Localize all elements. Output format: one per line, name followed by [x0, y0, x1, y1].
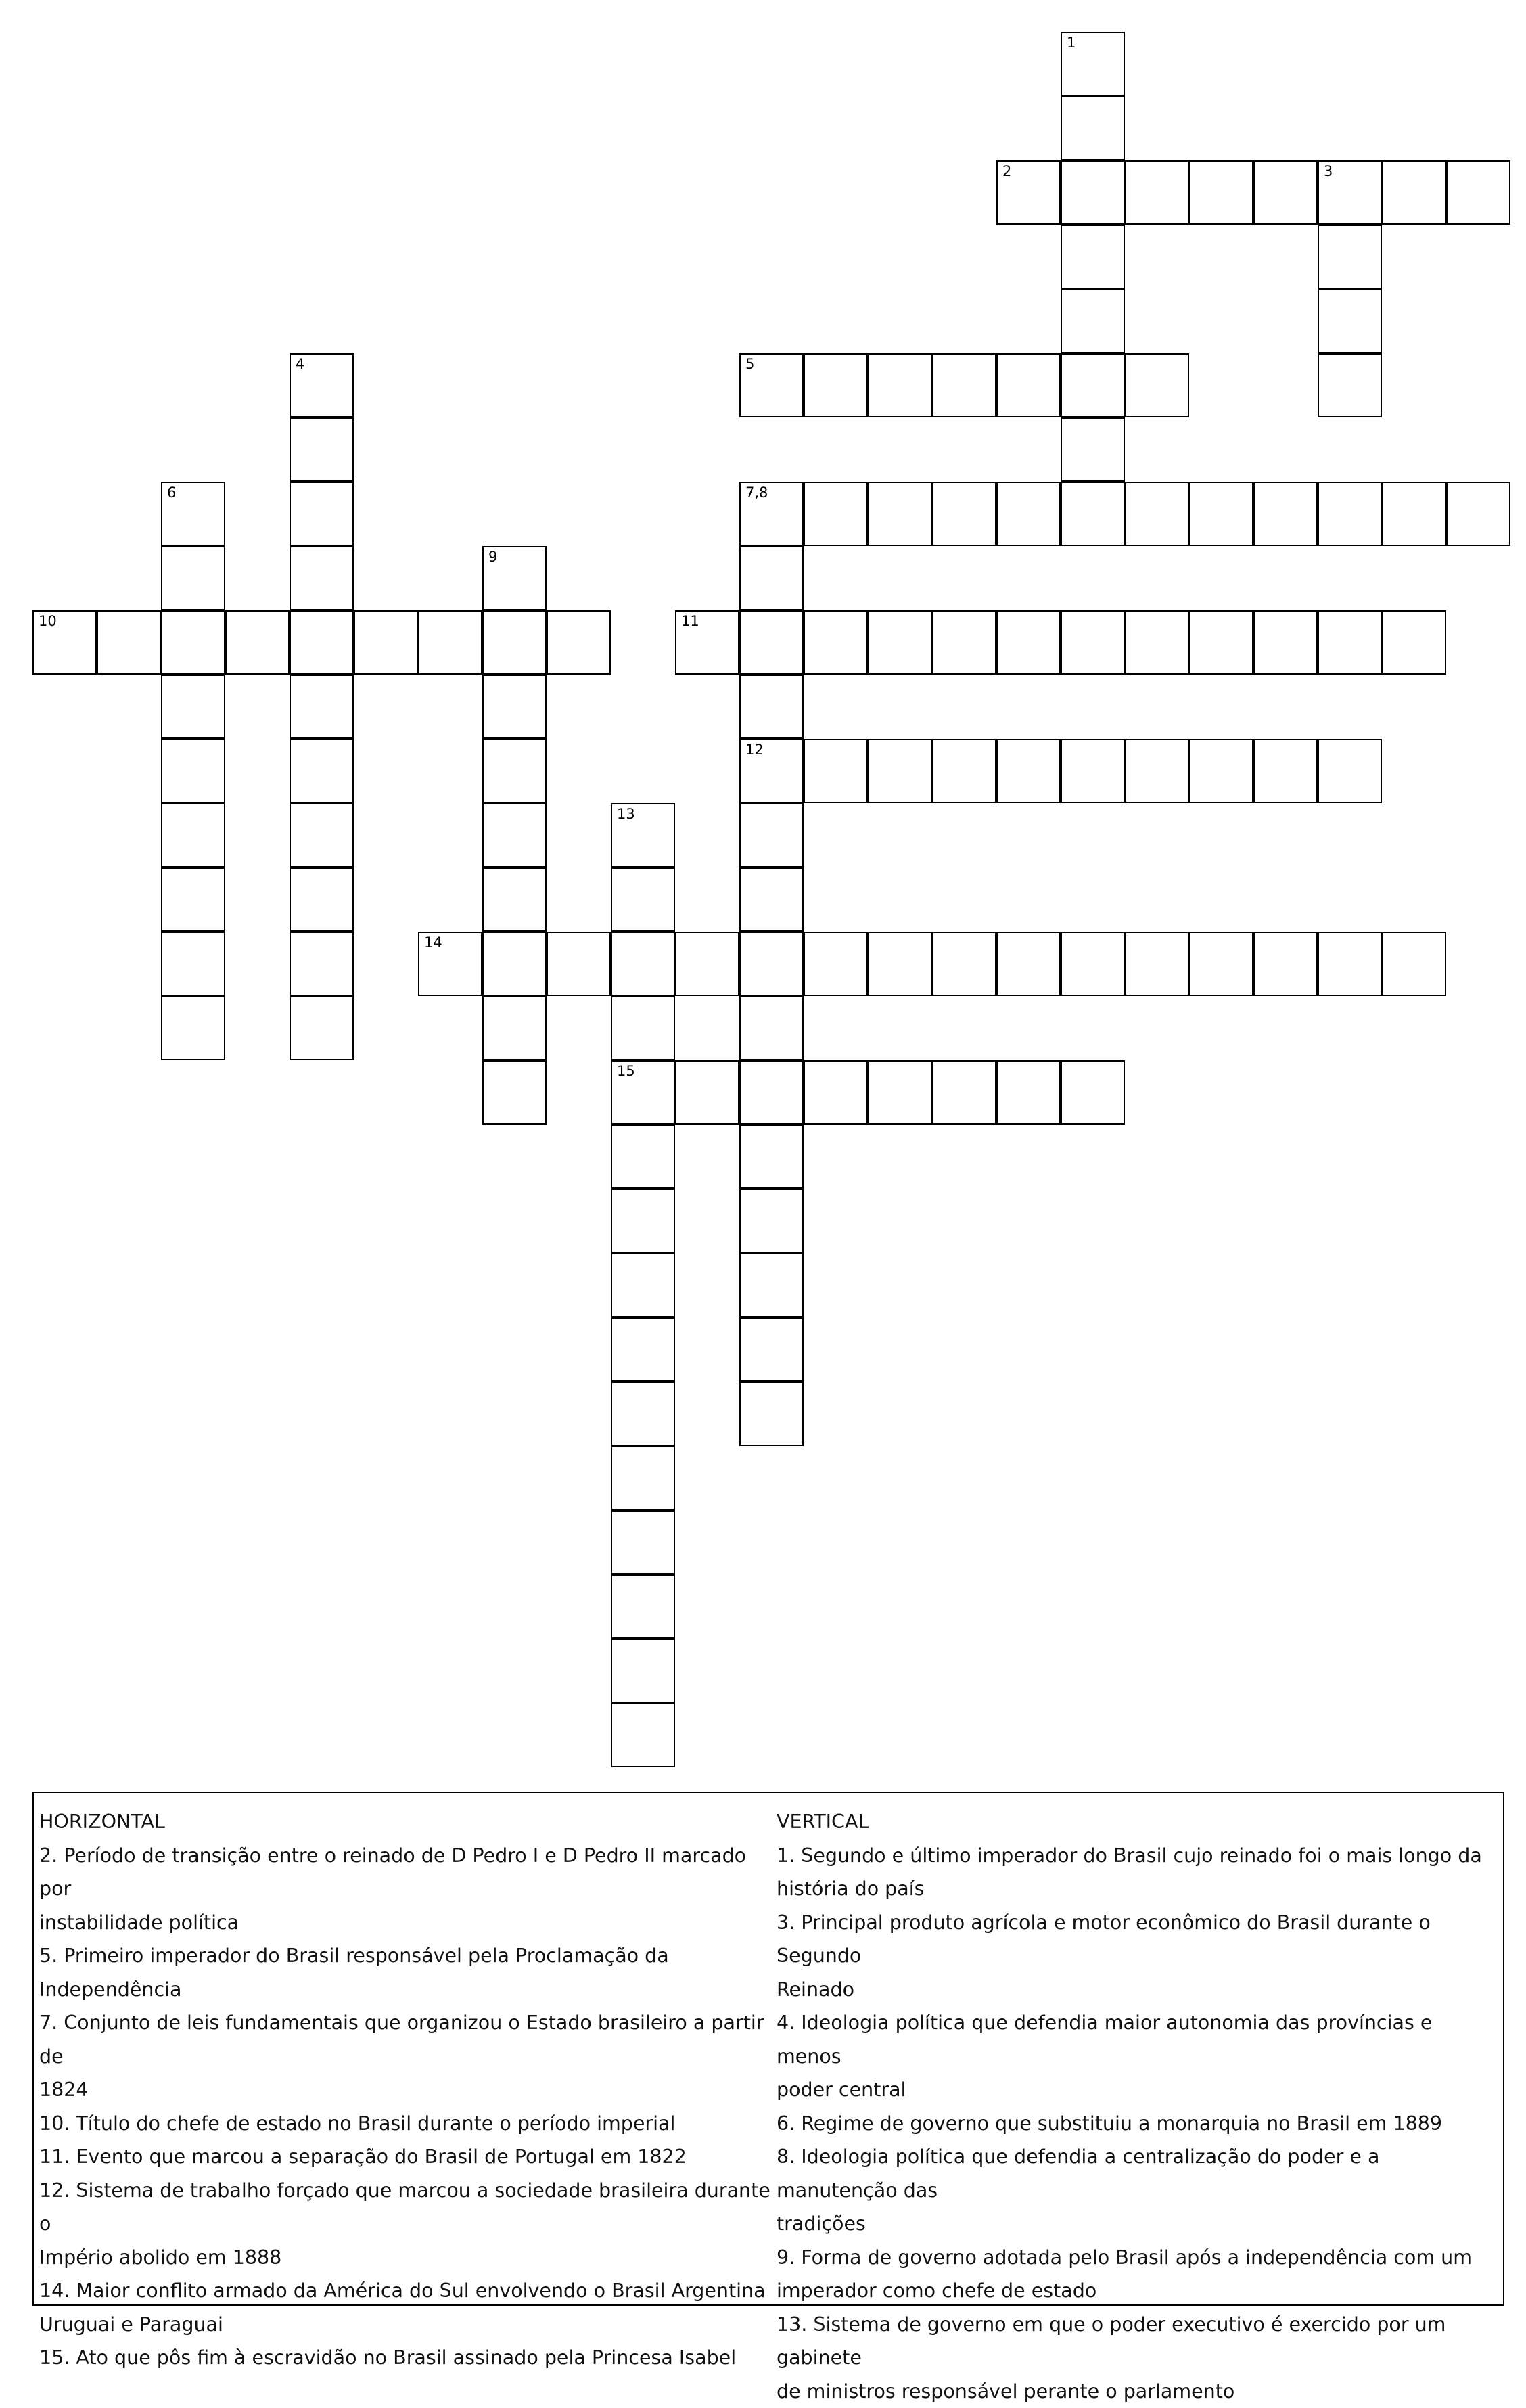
- grid-cell[interactable]: [804, 353, 868, 417]
- grid-cell[interactable]: [482, 546, 547, 610]
- grid-cell[interactable]: [161, 803, 225, 867]
- grid-cell[interactable]: [1189, 610, 1253, 675]
- clue-number: 9: [488, 550, 497, 564]
- grid-cell[interactable]: [739, 803, 804, 867]
- clue-line: Uruguai e Paraguai: [39, 2308, 783, 2342]
- grid-cell[interactable]: [1253, 610, 1318, 675]
- grid-cell[interactable]: [996, 932, 1061, 996]
- clue-line: tradições: [777, 2207, 1502, 2241]
- grid-cell[interactable]: [161, 739, 225, 803]
- grid-cell[interactable]: [739, 1253, 804, 1317]
- grid-cell[interactable]: [739, 932, 804, 996]
- grid-cell[interactable]: [161, 932, 225, 996]
- grid-cell[interactable]: [1318, 289, 1382, 353]
- clue-line: poder central: [777, 2073, 1502, 2107]
- grid-cell[interactable]: [1253, 739, 1318, 803]
- clue-line: 13. Sistema de governo em que o poder executivo é exercido por um gabinete: [777, 2308, 1502, 2375]
- clue-number: 2: [1002, 164, 1011, 179]
- grid-cell[interactable]: [611, 1574, 675, 1639]
- grid-cell[interactable]: [1446, 160, 1510, 225]
- grid-cell[interactable]: [611, 1382, 675, 1446]
- grid-cell[interactable]: [482, 803, 547, 867]
- grid-cell[interactable]: [547, 932, 611, 996]
- clue-line: Império abolido em 1888: [39, 2241, 783, 2275]
- grid-cell[interactable]: [1061, 353, 1125, 417]
- grid-cell[interactable]: [1318, 160, 1382, 225]
- grid-cell[interactable]: [1125, 610, 1189, 675]
- grid-cell[interactable]: [1318, 610, 1382, 675]
- grid-cell[interactable]: [1318, 932, 1382, 996]
- grid-cell[interactable]: [739, 1317, 804, 1382]
- grid-cell[interactable]: [161, 996, 225, 1060]
- grid-cell[interactable]: [482, 610, 547, 675]
- clue-line: 2. Período de transição entre o reinado de D Pedro I e D Pedro II marcado por: [39, 1839, 783, 1906]
- grid-cell[interactable]: [611, 996, 675, 1060]
- grid-cell[interactable]: [290, 417, 354, 482]
- grid-cell[interactable]: [1189, 482, 1253, 546]
- grid-cell[interactable]: [932, 739, 996, 803]
- clue-number: 12: [745, 743, 764, 757]
- grid-cell[interactable]: [932, 482, 996, 546]
- grid-cell[interactable]: [1318, 225, 1382, 289]
- clue-line: 6. Regime de governo que substituiu a monarquia no Brasil em 1889: [777, 2107, 1502, 2141]
- grid-cell[interactable]: [290, 867, 354, 932]
- grid-cell[interactable]: [290, 546, 354, 610]
- clue-line: 15. Ato que pôs fim à escravidão no Brasil assinado pela Princesa Isabel: [39, 2341, 783, 2375]
- grid-cell[interactable]: [932, 932, 996, 996]
- clue-line: imperador como chefe de estado: [777, 2274, 1502, 2308]
- grid-cell[interactable]: [1061, 739, 1125, 803]
- clue-line: 1824: [39, 2073, 783, 2107]
- grid-cell[interactable]: [1061, 610, 1125, 675]
- grid-cell[interactable]: [1125, 932, 1189, 996]
- grid-cell[interactable]: [1318, 482, 1382, 546]
- grid-cell[interactable]: [290, 353, 354, 417]
- clue-line: 10. Título do chefe de estado no Brasil durante o período imperial: [39, 2107, 783, 2141]
- clue-line: de ministros responsável perante o parlamento: [777, 2375, 1502, 2408]
- grid-cell[interactable]: [611, 932, 675, 996]
- grid-cell[interactable]: [290, 996, 354, 1060]
- grid-cell[interactable]: [739, 996, 804, 1060]
- clue-number: 10: [39, 614, 57, 629]
- grid-cell[interactable]: [418, 610, 482, 675]
- grid-cell[interactable]: [739, 867, 804, 932]
- grid-cell[interactable]: [161, 546, 225, 610]
- grid-cell[interactable]: [611, 867, 675, 932]
- clues-box: [32, 1792, 1504, 2306]
- grid-cell[interactable]: [739, 1125, 804, 1189]
- clue-line: 12. Sistema de trabalho forçado que marcou a sociedade brasileira durante o: [39, 2174, 783, 2241]
- grid-cell[interactable]: [290, 739, 354, 803]
- across-clues: [39, 1805, 783, 2375]
- grid-cell[interactable]: [996, 353, 1061, 417]
- clue-number: 14: [424, 936, 442, 950]
- clue-line: 1. Segundo e último imperador do Brasil cujo reinado foi o mais longo da: [777, 1839, 1502, 1873]
- grid-cell[interactable]: [804, 739, 868, 803]
- grid-cell[interactable]: [611, 1446, 675, 1510]
- grid-cell[interactable]: [225, 610, 290, 675]
- grid-cell[interactable]: [1061, 225, 1125, 289]
- grid-cell[interactable]: [739, 1382, 804, 1446]
- grid-cell[interactable]: [482, 996, 547, 1060]
- grid-cell[interactable]: [739, 1060, 804, 1125]
- grid-cell[interactable]: [1125, 160, 1189, 225]
- grid-cell[interactable]: [1253, 482, 1318, 546]
- clue-line: 7. Conjunto de leis fundamentais que organizou o Estado brasileiro a partir de: [39, 2006, 783, 2073]
- grid-cell[interactable]: [996, 1060, 1061, 1125]
- grid-cell[interactable]: [1061, 160, 1125, 225]
- grid-cell[interactable]: [996, 482, 1061, 546]
- grid-cell[interactable]: [868, 1060, 932, 1125]
- grid-cell[interactable]: [290, 803, 354, 867]
- grid-cell[interactable]: [611, 1639, 675, 1703]
- grid-cell[interactable]: [161, 482, 225, 546]
- grid-cell[interactable]: [161, 675, 225, 739]
- grid-cell[interactable]: [1061, 96, 1125, 160]
- grid-cell[interactable]: [1061, 289, 1125, 353]
- grid-cell[interactable]: [482, 1060, 547, 1125]
- grid-cell[interactable]: [739, 546, 804, 610]
- grid-cell[interactable]: [1318, 739, 1382, 803]
- grid-cell[interactable]: [1189, 932, 1253, 996]
- grid-cell[interactable]: [611, 803, 675, 867]
- grid-cell[interactable]: [675, 932, 739, 996]
- grid-cell[interactable]: [739, 610, 804, 675]
- down-heading: VERTICAL: [777, 1805, 1502, 1839]
- clue-number: 11: [681, 614, 699, 629]
- grid-cell[interactable]: [611, 1253, 675, 1317]
- grid-cell[interactable]: [932, 610, 996, 675]
- clue-number: 15: [617, 1064, 635, 1078]
- grid-cell[interactable]: [739, 675, 804, 739]
- clue-number: 1: [1067, 36, 1076, 50]
- clue-line: 14. Maior conflito armado da América do Sul envolvendo o Brasil Argentina: [39, 2274, 783, 2308]
- grid-cell[interactable]: [290, 932, 354, 996]
- grid-cell[interactable]: [868, 482, 932, 546]
- grid-cell[interactable]: [611, 1125, 675, 1189]
- grid-cell[interactable]: [1382, 482, 1446, 546]
- grid-cell[interactable]: [739, 482, 804, 546]
- grid-cell[interactable]: [1189, 160, 1253, 225]
- grid-cell[interactable]: [868, 610, 932, 675]
- grid-cell[interactable]: [97, 610, 161, 675]
- grid-cell[interactable]: [1125, 739, 1189, 803]
- grid-cell[interactable]: [1446, 482, 1510, 546]
- grid-cell[interactable]: [1061, 482, 1125, 546]
- clue-number: 6: [167, 486, 176, 500]
- grid-cell[interactable]: [996, 160, 1061, 225]
- clue-line: 11. Evento que marcou a separação do Brasil de Portugal em 1822: [39, 2140, 783, 2174]
- grid-cell[interactable]: [739, 353, 804, 417]
- clue-line: 5. Primeiro imperador do Brasil responsável pela Proclamação da: [39, 1939, 783, 1973]
- clue-number: 5: [745, 357, 754, 371]
- grid-cell[interactable]: [996, 610, 1061, 675]
- grid-cell[interactable]: [932, 1060, 996, 1125]
- grid-cell[interactable]: [675, 610, 739, 675]
- grid-cell[interactable]: [1318, 353, 1382, 417]
- clue-number: 13: [617, 807, 635, 821]
- across-heading: HORIZONTAL: [39, 1805, 783, 1839]
- grid-cell[interactable]: [1061, 1060, 1125, 1125]
- grid-cell[interactable]: [161, 610, 225, 675]
- grid-cell[interactable]: [547, 610, 611, 675]
- clue-line: 3. Principal produto agrícola e motor econômico do Brasil durante o Segundo: [777, 1906, 1502, 1973]
- clue-line: história do país: [777, 1872, 1502, 1906]
- grid-cell[interactable]: [932, 353, 996, 417]
- grid-cell[interactable]: [611, 1703, 675, 1767]
- grid-cell[interactable]: [611, 1510, 675, 1574]
- grid-cell[interactable]: [290, 610, 354, 675]
- clue-line: instabilidade política: [39, 1906, 783, 1940]
- grid-cell[interactable]: [1125, 353, 1189, 417]
- grid-cell[interactable]: [611, 1060, 675, 1125]
- grid-cell[interactable]: [1382, 160, 1446, 225]
- clue-line: Independência: [39, 1973, 783, 2007]
- clue-line: 9. Forma de governo adotada pelo Brasil após a independência com um: [777, 2241, 1502, 2275]
- grid-cell[interactable]: [1382, 932, 1446, 996]
- clue-number: 4: [296, 357, 304, 371]
- grid-cell[interactable]: [804, 610, 868, 675]
- grid-cell[interactable]: [1061, 932, 1125, 996]
- grid-cell[interactable]: [482, 867, 547, 932]
- clue-number: 3: [1324, 164, 1333, 179]
- grid-cell[interactable]: [868, 353, 932, 417]
- grid-cell[interactable]: [418, 932, 482, 996]
- grid-cell[interactable]: [482, 739, 547, 803]
- clue-line: Reinado: [777, 1973, 1502, 2007]
- grid-cell[interactable]: [161, 867, 225, 932]
- grid-cell[interactable]: [482, 932, 547, 996]
- grid-cell[interactable]: [482, 675, 547, 739]
- grid-cell[interactable]: [739, 739, 804, 803]
- grid-cell[interactable]: [611, 1189, 675, 1253]
- grid-cell[interactable]: [804, 1060, 868, 1125]
- clue-number: 7,8: [745, 486, 768, 500]
- grid-cell[interactable]: [32, 610, 97, 675]
- grid-cell[interactable]: [354, 610, 418, 675]
- clue-line: 8. Ideologia política que defendia a centralização do poder e a manutenção das: [777, 2140, 1502, 2207]
- grid-cell[interactable]: [804, 482, 868, 546]
- clue-line: 4. Ideologia política que defendia maior autonomia das províncias e menos: [777, 2006, 1502, 2073]
- grid-cell[interactable]: [1061, 32, 1125, 96]
- grid-cell[interactable]: [996, 739, 1061, 803]
- grid-cell[interactable]: [804, 932, 868, 996]
- grid-cell[interactable]: [868, 739, 932, 803]
- down-clues: [777, 1805, 1502, 2408]
- grid-cell[interactable]: [290, 675, 354, 739]
- grid-cell[interactable]: [611, 1317, 675, 1382]
- grid-cell[interactable]: [739, 1189, 804, 1253]
- grid-cell[interactable]: [1125, 482, 1189, 546]
- grid-cell[interactable]: [1382, 610, 1446, 675]
- grid-cell[interactable]: [1189, 739, 1253, 803]
- grid-cell[interactable]: [1253, 932, 1318, 996]
- grid-cell[interactable]: [290, 482, 354, 546]
- grid-cell[interactable]: [868, 932, 932, 996]
- grid-cell[interactable]: [1253, 160, 1318, 225]
- grid-cell[interactable]: [1061, 417, 1125, 482]
- grid-cell[interactable]: [675, 1060, 739, 1125]
